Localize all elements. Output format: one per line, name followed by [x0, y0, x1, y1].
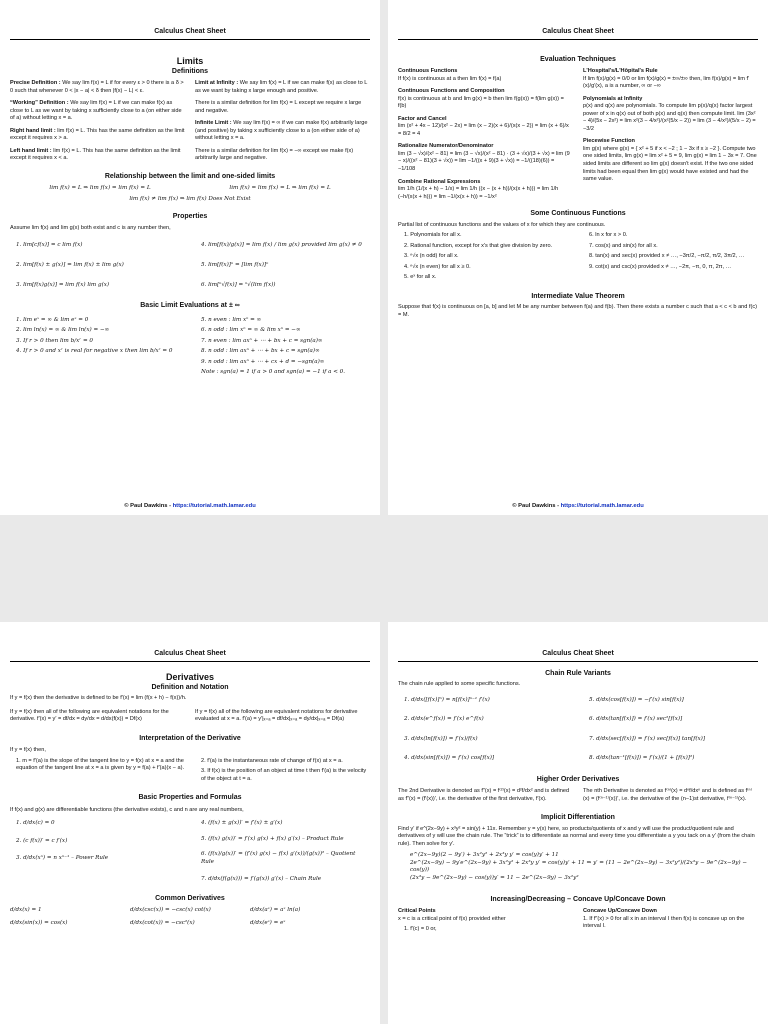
ivt-title: Intermediate Value Theorem: [531, 292, 625, 300]
property-item: 2. lim[f(x) ± g(x)] = lim f(x) ± lim g(x): [16, 261, 124, 268]
definition-head: L'Hospital's/L'Hôpital's Rule: [583, 68, 658, 74]
section-title: Evaluation Techniques: [540, 56, 616, 63]
definition-block: [10, 80, 185, 95]
formula-item: 4. (f(x) ± g(x))′ = f′(x) ± g′(x): [201, 820, 283, 827]
section-title: Derivatives: [165, 672, 215, 682]
definition-block: [10, 148, 185, 163]
definition-block: [195, 148, 370, 163]
definition-text: If f(x) is continuous at a then lim f(x) = f(a): [398, 75, 502, 82]
page-evaluation-techniques: [388, 0, 768, 515]
basic-limit-item: 3. If r > 0 then lim b/xʳ = 0: [16, 337, 93, 344]
basic-limit-note: Note : sgn(a) = 1 if a > 0 and sgn(a) = −1 if a < 0.: [201, 369, 346, 376]
definition-text: lim (3 − √x)/(x² − 81) = lim (3 − √x)/(x² − 81) · (3 + √x)/(3 + √x) = lim (9 − x)/((x² − 81)(3 + √x)) = lim −1/((x + 9)(3 + √x)) = −1/((18)(6)) = −1/108: [398, 150, 570, 173]
chain-rule-intro: The chain rule applied to some specific functions.: [398, 681, 521, 687]
concavity-head: Concave Up/Concave Down: [583, 907, 657, 914]
definition-head: Continuous Functions: [398, 68, 458, 74]
common-derivative: d/dx(csc(x)) = −csc(x) cot(x): [130, 907, 211, 914]
formula-item: 6. (f(x)/g(x))′ = (f′(x) g(x) − f(x) g′(x))/(g(x))² – Quotient Rule: [201, 851, 356, 865]
ivt-text: Suppose that f(x) is continuous on [a, b] and let M be any number between f(a) and f(b). Then there exists a number c such that a < c < b and f(c) = M.: [398, 304, 758, 318]
divider: [398, 661, 758, 662]
basic-limit-item: 4. If r > 0 and xʳ is real for negative x then lim b/xʳ = 0: [16, 348, 173, 355]
interpretation-intro: If y = f(x) then,: [10, 747, 46, 754]
definition-head: “Working” Definition :: [10, 100, 69, 107]
property-item: 3. lim[f(x)g(x)] = lim f(x) lim g(x): [16, 281, 110, 288]
definition-text: lim f(x) = L. This has the same definition as the limit except it requires x < a.: [10, 147, 181, 162]
basic-limit-item: 8. n odd : lim axⁿ + ⋯ + bx + c = sgn(a)∞: [201, 348, 320, 355]
footer: [388, 503, 768, 509]
continuous-item: 3. ⁿ√x (n odd) for all x.: [404, 253, 459, 260]
definition-text: There is a similar definition for lim f(x) = L except we require x large and negative.: [195, 100, 362, 114]
definition-head: Piecewise Function: [583, 138, 635, 145]
divider: [10, 661, 370, 662]
definition-block: [195, 100, 370, 115]
chain-rule-item: 6. d/dx(tan[f(x)]) = f′(x) sec²[f(x)]: [589, 716, 683, 723]
definition-head: Limit at Infinity :: [195, 80, 239, 86]
implicit-step: (2x³y − 9e^(2x−9y) − cos(y))y′ = 11 − 2e^(2x−9y) − 3x²y²: [410, 874, 579, 881]
notation-right: If y = f(x) all of the following are equivalent notations for derivative evaluated at x = a. f′(a) = y′|ₓ₌ₐ = df/dx|ₓ₌ₐ = dy/dx|ₓ₌ₐ = Df(a): [195, 708, 358, 723]
continuous-functions-intro: Partial list of continuous functions and the values of x for which they are continuous.: [398, 221, 606, 228]
relationship-3: lim f(x) ≠ lim f(x) ⇒ lim f(x) Does Not Exist: [129, 195, 251, 202]
basic-limit-item: 6. n odd : lim xⁿ = ∞ & lim xⁿ = −∞: [201, 327, 301, 334]
critical-points-text: x = c is a critical point of f(x) provided either: [398, 915, 506, 922]
definition-head: Polynomials at Infinity: [583, 95, 643, 102]
definition-block: [398, 116, 573, 139]
critical-points-head: Critical Points: [398, 907, 436, 914]
definition-head: Factor and Cancel: [398, 115, 447, 122]
continuous-functions-title: Some Continuous Functions: [530, 210, 626, 218]
common-derivative: d/dx(cot(x)) = −csc²(x): [130, 919, 195, 926]
definition-block: [583, 138, 758, 183]
footer: [0, 503, 380, 509]
property-item: 4. lim[f(x)/g(x)] = lim f(x) / lim g(x) provided lim g(x) ≠ 0: [201, 242, 362, 249]
chain-rule-item: 8. d/dx(tan⁻¹[f(x)]) = f′(x)/(1 + [f(x)]²): [589, 755, 695, 762]
higher-order-left: The 2nd Derivative is denoted as f″(x) = f⁽²⁾(x) = d²f/dx² and is defined as f″(x) = (f′(x))′, i.e. the derivative of the first derivative, f′(x).: [398, 788, 570, 802]
definition-head: Precise Definition :: [10, 80, 61, 86]
property-item: 1. lim[cf(x)] = c lim f(x): [16, 242, 83, 249]
property-item: 5. lim[f(x)]ⁿ = [lim f(x)]ⁿ: [201, 261, 269, 268]
section-title: Chain Rule Variants: [545, 670, 611, 677]
formula-item: 2. (c f(x))′ = c f′(x): [16, 837, 68, 844]
definition-text: lim g(x) where g(x) = { x² + 5 if x < −2 ; 1 − 3x if x ≥ −2 }. Compute two one sided limits, lim g(x) = lim x² + 5 = 9, lim g(x) = lim 1 − 3x = 7. One sided limits are different so lim g(x) doesn't exist. If the two one sided limits had been equal then lim g(x) would have existed and had the same value.: [583, 145, 757, 183]
basic-properties-title: Basic Properties and Formulas: [138, 794, 242, 802]
basic-limits-title: Basic Limit Evaluations at ± ∞: [140, 302, 240, 310]
properties-intro: Assume lim f(x) and lim g(x) both exist and c is any number then,: [10, 224, 171, 231]
common-derivatives-title: Common Derivatives: [155, 894, 225, 902]
interpretation-title: Interpretation of the Derivative: [139, 734, 241, 742]
derivative-definition: If y = f(x) then the derivative is defined to be f′(x) = lim (f(x + h) − f(x))/h.: [10, 695, 187, 701]
property-item: 6. lim[ⁿ√f(x)] = ⁿ√(lim f(x)): [201, 281, 276, 288]
definition-text: We say lim f(x) = L if we can make f(x) as close to L as we want by taking x large enough and positive.: [195, 80, 368, 94]
definition-text: We say lim f(x) = ∞ if we can make f(x) arbitrarily large (and positive) by taking x sufficiently close to a (on either side of a) without letting x = a.: [195, 120, 368, 142]
higher-order-title: Higher Order Derivatives: [536, 775, 620, 783]
definition-block: [398, 143, 573, 173]
definition-text: We say lim f(x) = L if for every ε > 0 there is a δ > 0 such that whenever 0 < |x − a| < δ then |f(x) − L| < ε.: [10, 80, 184, 94]
formula-item: 1. d/dx(c) = 0: [16, 820, 55, 827]
definition-head: Infinite Limit :: [195, 120, 232, 127]
basic-limit-item: 9. n odd : lim axⁿ + ⋯ + cx + d = −sgn(a)∞: [201, 358, 325, 365]
definition-text: lim (x² + 4x − 12)/(x² − 2x) = lim (x − 2)(x + 6)/(x(x − 2)) = lim (x + 6)/x = 8/2 = 4: [398, 123, 569, 137]
sheet-title: Calculus Cheat Sheet: [542, 28, 614, 35]
footer-author: © Paul Dawkins -: [124, 503, 173, 509]
definition-block: [583, 96, 758, 134]
properties-title: Properties: [172, 213, 208, 221]
basic-limit-item: 2. lim ln(x) = ∞ & lim ln(x) = −∞: [16, 327, 110, 334]
subsection-title: Definition and Notation: [151, 684, 229, 691]
footer-link[interactable]: https://tutorial.math.lamar.edu: [560, 503, 644, 509]
definition-text: lim 1/h (1/(x + h) − 1/x) = lim 1/h ((x − (x + h))/(x(x + h))) = lim 1/h (−h/(x(x + h))) = lim −1/(x(x + h)) = −1/x²: [398, 186, 559, 200]
chain-rule-item: 1. d/dx([f(x)]ⁿ) = n[f(x)]ⁿ⁻¹ f′(x): [404, 696, 490, 703]
basic-properties-intro: If f(x) and g(x) are differentiable functions (the derivative exists), c and n are any real numbers,: [10, 806, 244, 813]
definition-text: p(x) and q(x) are polynomials. To compute lim p(x)/q(x) factor largest power of x in q(x) out of both p(x) and q(x) then compute limit. lim (3x² − 4)/(5x − 2x²) = lim x²(3 − 4/x²)/(x²(5/x − 2)) = lim (3 − 4/x²)/(5/x − 2) = −3/2: [583, 103, 756, 132]
interpretation-item: 3. If f(x) is the position of an object at time t then f′(a) is the velocity of the object at t = a.: [201, 768, 367, 782]
continuous-item: 4. ⁿ√x (n even) for all x ≥ 0.: [404, 263, 471, 270]
definition-text: f(x) is continuous at b and lim g(x) = b then lim f(g(x)) = f(lim g(x)) = f(b): [398, 95, 564, 110]
interpretation-item: 1. m = f′(a) is the slope of the tangent line to y = f(x) at x = a and the equation of the tangent line at x = a is given by y = f(a) + f′(a)(x − a).: [16, 757, 185, 772]
definition-head: Continuous Functions and Composition: [398, 88, 505, 95]
footer-author: © Paul Dawkins -: [512, 503, 561, 509]
relationship-title: Relationship between the limit and one-sided limits: [104, 172, 276, 180]
relationship-1: lim f(x) = L ⇒ lim f(x) = lim f(x) = L: [49, 185, 151, 192]
implicit-step: 2e^(2x−9y) − 9y′e^(2x−9y) + 3x²y² + 2x³y y′ = cos(y)y′ + 11 ⇒ y′ = (11 − 2e^(2x−9y) − 3x²y²)/(2x³y − 9e^(2x−9y) − cos(y)): [410, 859, 748, 874]
continuous-item: 9. cot(x) and csc(x) provided x ≠ …, −2π, −π, 0, π, 2π, …: [589, 263, 732, 270]
definition-text: If lim f(x)/g(x) = 0/0 or lim f(x)/g(x) = ±∞/±∞ then, lim f(x)/g(x) = lim f′(x)/g′(x), a is a number, ∞ or −∞: [583, 75, 750, 90]
definition-text: There is a similar definition for lim f(x) = −∞ except we make f(x) arbitrarily large and negative.: [195, 147, 354, 162]
definition-block: [10, 100, 185, 123]
definition-block: [195, 80, 370, 95]
higher-order-right: The nth Derivative is denoted as f⁽ⁿ⁾(x) = dⁿf/dxⁿ and is defined as f⁽ⁿ⁾(x) = (f⁽ⁿ⁻¹⁾(x))′, i.e. the derivative of the (n−1)st derivative, f⁽ⁿ⁻¹⁾(x).: [583, 788, 752, 802]
definition-head: Combine Rational Expressions: [398, 178, 481, 185]
definition-head: Rationalize Numerator/Denominator: [398, 143, 494, 150]
continuous-item: 6. ln x for x > 0.: [589, 232, 628, 239]
divider: [10, 39, 370, 40]
common-derivative: d/dx(eˣ) = eˣ: [250, 919, 286, 926]
chain-rule-item: 5. d/dx(cos[f(x)]) = −f′(x) sin[f(x)]: [589, 696, 684, 703]
page-derivatives: [0, 622, 380, 1024]
page-chain-rule: [388, 622, 768, 1024]
continuous-item: 5. eˣ for all x.: [404, 274, 437, 281]
basic-limit-item: 1. lim eˣ = ∞ & lim eˣ = 0: [16, 316, 89, 323]
chain-rule-item: 4. d/dx(sin[f(x)]) = f′(x) cos[f(x)]: [404, 755, 495, 762]
section-title: Limits: [176, 56, 204, 66]
common-derivative: d/dx(x) = 1: [10, 907, 42, 914]
implicit-title: Implicit Differentiation: [541, 814, 615, 822]
sheet-title: Calculus Cheat Sheet: [154, 650, 226, 657]
sheet-title: Calculus Cheat Sheet: [154, 28, 226, 35]
increasing-decreasing-title: Increasing/Decreasing – Concave Up/Concave Down: [490, 895, 666, 903]
formula-item: 7. d/dx(f(g(x))) = f′(g(x)) g′(x) – Chain Rule: [201, 876, 322, 883]
definition-block: [583, 68, 758, 91]
definition-text: lim f(x) = L. This has the same definition as the limit except it requires x > a.: [10, 127, 185, 142]
common-derivative: d/dx(aˣ) = aˣ ln(a): [250, 907, 301, 914]
continuous-item: 8. tan(x) and sec(x) provided x ≠ …, −3π/2, −π/2, π/2, 3π/2, …: [589, 253, 745, 260]
continuous-item: 2. Rational function, except for x's that give division by zero.: [404, 242, 553, 249]
continuous-item: 7. cos(x) and sin(x) for all x.: [589, 242, 658, 249]
relationship-2: lim f(x) = lim f(x) = L ⇒ lim f(x) = L: [229, 185, 331, 192]
critical-points-item: 1. f′(c) = 0 or,: [404, 926, 437, 933]
basic-limit-item: 5. n even : lim xⁿ = ∞: [201, 316, 262, 323]
subsection-title: Definitions: [171, 68, 209, 75]
definition-block: [398, 88, 573, 111]
formula-item: 5. (f(x) g(x))′ = f′(x) g(x) + f(x) g′(x) – Product Rule: [201, 835, 344, 842]
implicit-step: e^(2x−9y)(2 − 9y′) + 3x²y² + 2x³y y′ = cos(y)y′ + 11: [410, 852, 559, 859]
definition-block: [398, 179, 573, 202]
definition-head: Left hand limit :: [10, 147, 52, 154]
footer-link[interactable]: https://tutorial.math.lamar.edu: [172, 503, 256, 509]
definition-block: [195, 120, 370, 143]
concavity-text: 1. If f″(x) > 0 for all x in an interval I then f(x) is concave up on the interval I.: [583, 915, 745, 930]
divider: [398, 39, 758, 40]
continuous-item: 1. Polynomials for all x.: [404, 232, 462, 239]
chain-rule-item: 2. d/dx(e^f(x)) = f′(x) e^f(x): [404, 716, 484, 723]
definition-block: [10, 128, 185, 143]
interpretation-item: 2. f′(a) is the instantaneous rate of change of f(x) at x = a.: [201, 757, 343, 764]
page-limits: [0, 0, 380, 515]
chain-rule-item: 7. d/dx(sec[f(x)]) = f′(x) sec[f(x)] tan[f(x)]: [589, 735, 706, 742]
notation-left: If y = f(x) then all of the following are equivalent notations for the derivative. f′(x) = y′ = df/dx = dy/dx = d/dx(f(x)) = Df(x): [10, 708, 169, 723]
formula-item: 3. d/dx(xⁿ) = n xⁿ⁻¹ – Power Rule: [16, 855, 109, 862]
definition-head: Right hand limit :: [10, 127, 56, 134]
chain-rule-item: 3. d/dx(ln[f(x)]) = f′(x)/f(x): [404, 735, 478, 742]
definition-text: We say lim f(x) = L if we can make f(x) as close to L as we want by taking x sufficiently close to a (on either side of a) without letting x = a.: [10, 100, 182, 122]
implicit-text: Find y′ if e^(2x−9y) + x³y² = sin(y) + 11x. Remember y = y(x) here, so products/quotients of x and y will use the product/quotient rule and derivatives of y will use the chain rule. The “trick” is to differentiate as normal and every time you differentiate a y you tack on a y′ (from the chain rule). Then solve for y′.: [398, 825, 755, 847]
sheet-title: Calculus Cheat Sheet: [542, 650, 614, 657]
common-derivative: d/dx(sin(x)) = cos(x): [10, 919, 68, 926]
definition-block: [398, 68, 573, 83]
basic-limit-item: 7. n even : lim axⁿ + ⋯ + bx + c = sgn(a)∞: [201, 337, 323, 344]
